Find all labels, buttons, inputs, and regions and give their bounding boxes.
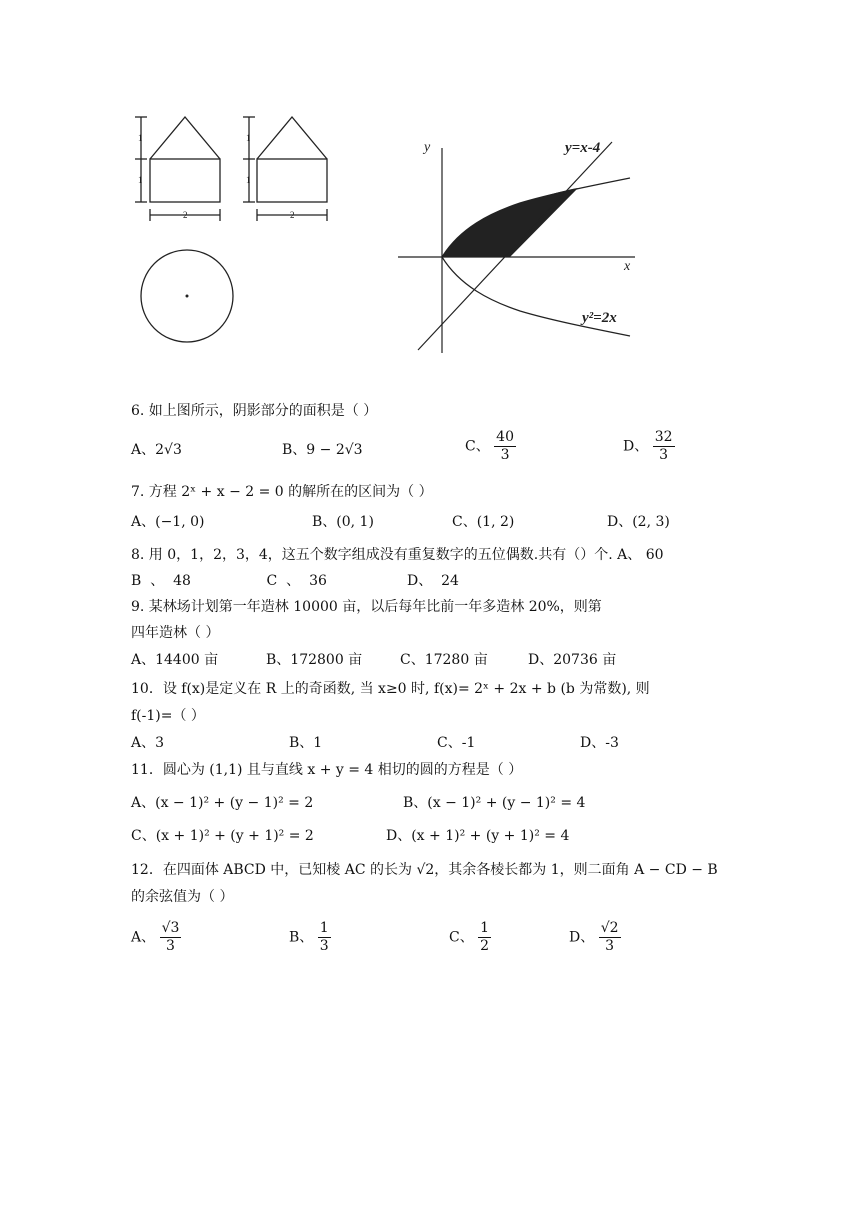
- option-label: D、: [569, 929, 595, 946]
- q9-option-b[interactable]: B、172800 亩: [266, 652, 363, 668]
- q12-option-b[interactable]: [289, 920, 331, 955]
- q11-option-d[interactable]: D、(x + 1)² + (y + 1)² = 4: [386, 828, 570, 844]
- front-view-roof: [150, 117, 220, 159]
- option-label: C、: [465, 438, 490, 455]
- q10-option-c[interactable]: C、-1: [437, 735, 476, 751]
- q12-stem-line1: 12．在四面体 ABCD 中，已知棱 AC 的长为 √2，其余各棱长都为 1，则二面角 A − CD − B: [131, 862, 718, 878]
- q12-option-d[interactable]: [569, 920, 621, 955]
- q7-option-d[interactable]: D、(2, 3): [607, 514, 670, 530]
- dim-label: 1: [246, 175, 251, 185]
- parabola-label: y²=2x: [582, 310, 617, 326]
- fraction: $\frac{√3}{3}$: [161, 920, 180, 954]
- option-label: B、: [289, 929, 314, 946]
- q10-stem-line2: f(-1)=（ ）: [131, 708, 205, 724]
- q6-option-c[interactable]: [465, 429, 516, 464]
- q10-stem-line1: 10．设 f(x)是定义在 R 上的奇函数, 当 x≥0 时, f(x)= 2ˣ + 2x + b (b 为常数), 则: [131, 681, 650, 697]
- q8-options[interactable]: B 、 48 C 、 36 D、 24: [131, 573, 459, 589]
- dim-label: 1: [138, 133, 143, 143]
- side-view-body: [257, 159, 327, 202]
- q8-stem: 8. 用 0，1，2，3，4，这五个数字组成没有重复数字的五位偶数.共有（）个. A、 60: [131, 547, 664, 563]
- q10-option-a[interactable]: A、3: [131, 735, 165, 751]
- fraction: $\frac{40}{3}$: [496, 429, 514, 463]
- q9-option-d[interactable]: D、20736 亩: [528, 652, 617, 668]
- q11-stem: 11．圆心为 (1,1) 且与直线 x + y = 4 相切的圆的方程是（ ）: [131, 762, 523, 778]
- option-label: D、: [623, 438, 649, 455]
- q7-option-a[interactable]: A、(−1, 0): [131, 514, 205, 530]
- y-axis-label: y: [424, 140, 431, 155]
- option-label: C、: [449, 929, 474, 946]
- q6-option-b[interactable]: B、9 − 2√3: [282, 442, 363, 458]
- q11-option-a[interactable]: A、(x − 1)² + (y − 1)² = 2: [131, 795, 314, 811]
- q9-stem-line2: 四年造林（ ）: [131, 625, 220, 641]
- q12-option-a[interactable]: [131, 920, 181, 955]
- fraction: $\frac{32}{3}$: [654, 429, 673, 463]
- q7-stem: 7. 方程 2ˣ + x − 2 = 0 的解所在的区间为（ ）: [131, 484, 433, 500]
- fraction: $\frac{1}{3}$: [319, 920, 329, 954]
- side-view-roof: [257, 117, 327, 159]
- q6-stem: 6. 如上图所示，阴影部分的面积是（ ）: [131, 403, 378, 419]
- area-graph: [390, 128, 650, 358]
- line-label: y=x-4: [565, 140, 601, 156]
- q7-option-c[interactable]: C、(1, 2): [452, 514, 515, 530]
- q9-option-a[interactable]: A、14400 亩: [131, 652, 219, 668]
- fraction: $\frac{1}{2}$: [480, 920, 490, 954]
- fraction: $\frac{√2}{3}$: [600, 920, 619, 954]
- x-axis-label: x: [624, 259, 631, 274]
- q9-option-c[interactable]: C、17280 亩: [400, 652, 488, 668]
- q12-option-c[interactable]: [449, 920, 491, 955]
- q6-option-a[interactable]: A、2√3: [131, 442, 182, 458]
- three-view-figure: [125, 105, 355, 355]
- front-view-body: [150, 159, 220, 202]
- q9-stem-line1: 9. 某林场计划第一年造林 10000 亩，以后每年比前一年多造林 20%，则第: [131, 599, 602, 615]
- q7-option-b[interactable]: B、(0, 1): [312, 514, 374, 530]
- dim-label: 2: [290, 210, 295, 220]
- shaded-region: [442, 188, 578, 257]
- option-label: A、: [131, 929, 156, 946]
- q10-option-d[interactable]: D、-3: [580, 735, 619, 751]
- q11-option-b[interactable]: B、(x − 1)² + (y − 1)² = 4: [403, 795, 586, 811]
- q10-option-b[interactable]: B、1: [289, 735, 323, 751]
- q12-stem-line2: 的余弦值为（ ）: [131, 889, 234, 905]
- dim-label: 1: [138, 175, 143, 185]
- q11-option-c[interactable]: C、(x + 1)² + (y + 1)² = 2: [131, 828, 314, 844]
- q6-option-d[interactable]: [623, 429, 675, 464]
- dim-label: 2: [183, 210, 188, 220]
- dim-label: 1: [246, 133, 251, 143]
